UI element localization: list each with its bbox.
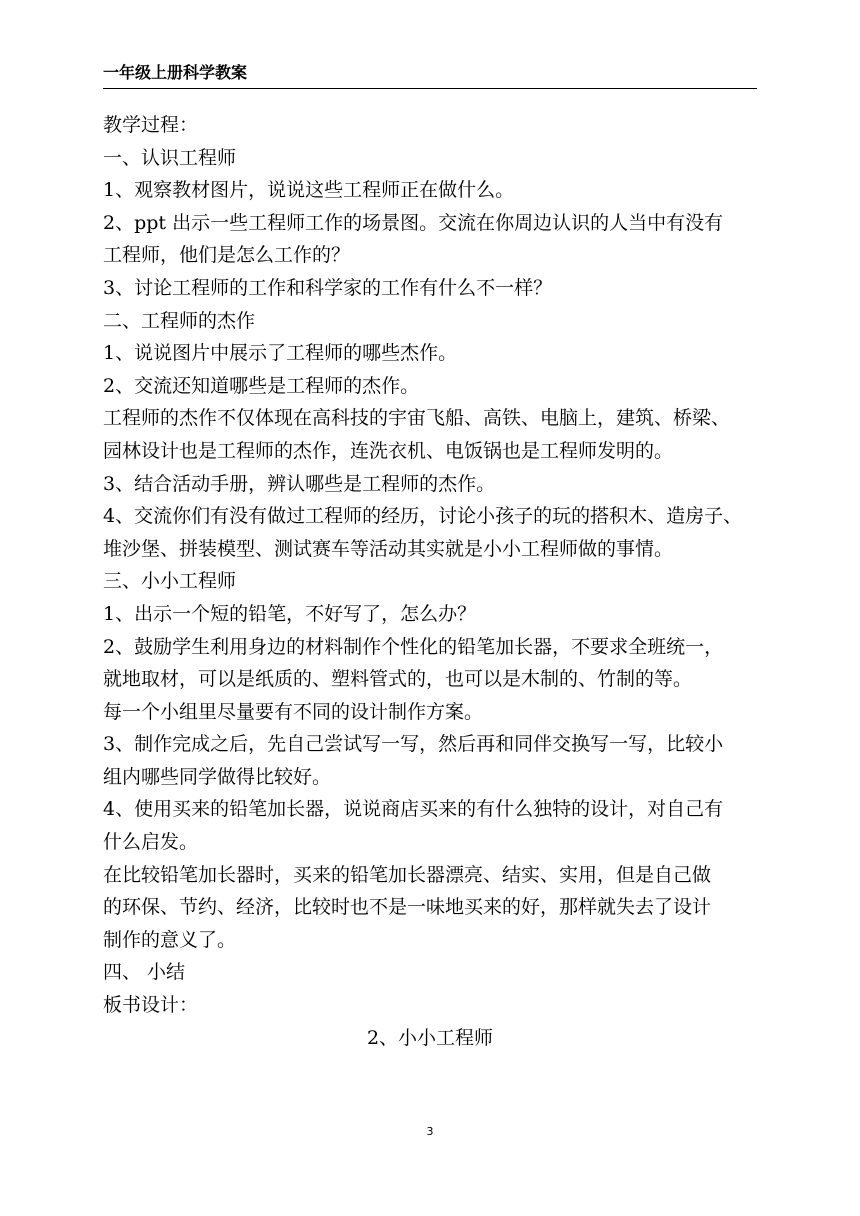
document-body bbox=[103, 109, 757, 1054]
paragraph-line: 的环保、节约、经济，比较时也不是一味地买来的好，那样就失去了设计 bbox=[103, 896, 712, 919]
paragraph-line: 在比较铅笔加长器时，买来的铅笔加长器漂亮、结实、实用，但是自己做 bbox=[103, 863, 712, 886]
paragraph-line: 2、鼓励学生利用身边的材料制作个性化的铅笔加长器，不要求全班统一， bbox=[103, 635, 724, 658]
paragraph-line: 就地取材，可以是纸质的、塑料管式的，也可以是木制的、竹制的等。 bbox=[103, 668, 693, 691]
paragraph-line: 每一个小组里尽量要有不同的设计制作方案。 bbox=[103, 700, 484, 723]
section-intro: 教学过程： bbox=[103, 114, 199, 136]
paragraph-line: 2、交流还知道哪些是工程师的杰作。 bbox=[103, 374, 420, 397]
paragraph-line: 堆沙堡、拼装模型、测试赛车等活动其实就是小小工程师做的事情。 bbox=[103, 537, 674, 560]
paragraph-line: 什么启发。 bbox=[103, 831, 199, 854]
paragraph-line: 组内哪些同学做得比较好。 bbox=[103, 765, 332, 788]
paragraph-line: 工程师的杰作不仅体现在高科技的宇宙飞船、高铁、电脑上，建筑、桥梁、 bbox=[103, 407, 731, 430]
paragraph-line: 4、交流你们有没有做过工程师的经历，讨论小孩子的玩的搭积木、造房子、 bbox=[103, 505, 743, 528]
page-number: 3 bbox=[426, 1125, 434, 1138]
board-design-title: 2、小小工程师 bbox=[366, 1026, 494, 1049]
paragraph-line: 1、出示一个短的铅笔，不好写了，怎么办？ bbox=[103, 602, 477, 625]
paragraph-line: 板书设计： bbox=[103, 994, 199, 1017]
section-heading: 三、小小工程师 bbox=[103, 570, 237, 593]
paragraph-line: 2、ppt 出示一些工程师工作的场景图。交流在你周边认识的人当中有没有 bbox=[103, 211, 724, 234]
section-heading: 一、认识工程师 bbox=[103, 146, 237, 169]
paragraph-line: 4、使用买来的铅笔加长器，说说商店买来的有什么独特的设计，对自己有 bbox=[103, 798, 724, 821]
section-heading: 四、 小结 bbox=[103, 961, 186, 984]
header-title: 一年级上册科学教案 bbox=[103, 63, 248, 82]
paragraph-line: 制作的意义了。 bbox=[103, 928, 237, 951]
paragraph-line: 工程师，他们是怎么工作的？ bbox=[103, 244, 351, 267]
page-header bbox=[103, 62, 757, 89]
paragraph-line: 3、讨论工程师的工作和科学家的工作有什么不一样？ bbox=[103, 276, 553, 299]
paragraph-line: 3、结合活动手册，辨认哪些是工程师的杰作。 bbox=[103, 472, 496, 495]
paragraph-line: 1、观察教材图片，说说这些工程师正在做什么。 bbox=[103, 179, 515, 202]
paragraph-line: 1、说说图片中展示了工程师的哪些杰作。 bbox=[103, 342, 458, 365]
section-heading: 二、工程师的杰作 bbox=[103, 309, 256, 332]
paragraph-line: 园林设计也是工程师的杰作，连洗衣机、电饭锅也是工程师发明的。 bbox=[103, 439, 674, 462]
paragraph-line: 3、制作完成之后，先自己尝试写一写，然后再和同伴交换写一写，比较小 bbox=[103, 733, 724, 756]
